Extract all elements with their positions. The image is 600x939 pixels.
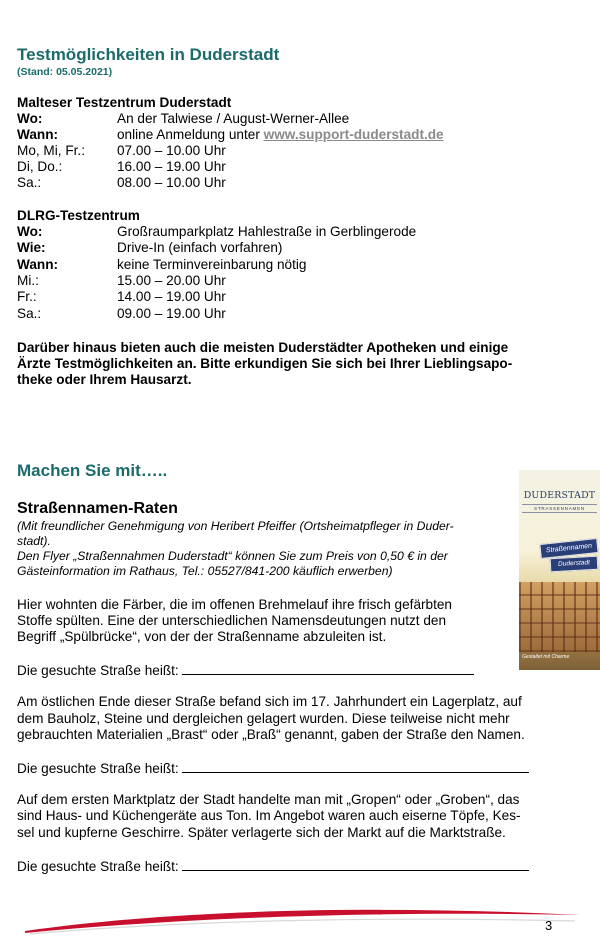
malteser-hours-row	[17, 143, 226, 159]
hours-time: 07.00 – 10.00 Uhr	[117, 143, 226, 158]
wann-value: keine Terminvereinbarung nötig	[117, 257, 307, 272]
note-line: Ärzte Testmöglichkeiten an. Bitte erkundigen Sie sich bei Ihrer Lieblingsapo-	[17, 356, 513, 371]
answer-label: Die gesuchte Straße heißt:	[17, 859, 179, 874]
wann-prefix: online Anmeldung unter	[117, 127, 264, 142]
hours-day: Di, Do.:	[17, 159, 63, 174]
riddle-text: Stoffe spülten. Eine der unterschiedlichen Namensdeutungen nutzt den	[17, 613, 446, 628]
half-timbered-house	[519, 582, 600, 652]
hours-day: Mo, Mi, Fr.:	[17, 143, 85, 158]
wann-label: Wann:	[17, 127, 59, 142]
hours-time: 09.00 – 19.00 Uhr	[117, 306, 226, 321]
wo-value: Großraumparkplatz Hahlestraße in Gerblingerode	[117, 224, 417, 239]
answer-row	[17, 760, 529, 777]
dlrg-hours-row	[17, 273, 226, 289]
hours-time: 14.00 – 19.00 Uhr	[117, 289, 226, 304]
hours-time: 16.00 – 19.00 Uhr	[117, 159, 226, 174]
wo-label: Wo:	[17, 224, 43, 239]
answer-field[interactable]	[182, 760, 529, 773]
dlrg-wo-row	[17, 224, 416, 240]
wie-label: Wie:	[17, 240, 46, 255]
malteser-hours-row	[17, 175, 226, 191]
wo-value: An der Talwiese / August-Werner-Allee	[117, 111, 350, 126]
section-heading: Machen Sie mit…..	[17, 461, 168, 480]
flyer-caption: Gestaltet mit Charme	[522, 654, 570, 660]
answer-label: Die gesuchte Straße heißt:	[17, 761, 179, 776]
answer-field[interactable]	[182, 662, 474, 675]
flyer-logo-sub: STRASSENNAMEN	[522, 504, 597, 513]
answer-row	[17, 662, 474, 679]
footer-swoosh	[0, 895, 600, 939]
wie-value: Drive-In (einfach vorfahren)	[117, 240, 283, 255]
wann-label: Wann:	[17, 257, 59, 272]
malteser-heading: Malteser Testzentrum Duderstadt	[17, 95, 232, 110]
credit-line: Den Flyer „Straßennahmen Duderstadt“ können Sie zum Preis von 0,50 € in der	[17, 549, 448, 563]
wo-label: Wo:	[17, 111, 43, 126]
answer-label: Die gesuchte Straße heißt:	[17, 663, 179, 678]
dlrg-wie-row	[17, 240, 282, 256]
street-sign: Straßennamen	[539, 538, 598, 559]
riddle-text: Begriff „Spülbrücke“, von der der Straßenname abzuleiten ist.	[17, 629, 387, 644]
hours-time: 15.00 – 20.00 Uhr	[117, 273, 226, 288]
credit-line: (Mit freundlicher Genehmigung von Heribert Pfeiffer (Ortsheimatpfleger in Duder-	[17, 519, 454, 533]
riddle-text: sind Haus- und Küchengeräte aus Ton. Im Angebot waren auch eiserne Töpfe, Kes-	[17, 808, 521, 823]
page-title: Testmöglichkeiten in Duderstadt	[17, 45, 280, 64]
riddle-text: dem Bauholz, Steine und dergleichen gelagert wurden. Diese teilweise nicht mehr	[17, 711, 510, 726]
riddle-text: Auf dem ersten Marktplatz der Stadt handelte man mit „Gropen“ oder „Groben“, das	[17, 792, 520, 807]
street-sign: Duderstadt	[550, 556, 599, 572]
page-number: 3	[545, 918, 553, 933]
malteser-hours-row	[17, 159, 226, 175]
hours-day: Mi.:	[17, 273, 39, 288]
dlrg-hours-row	[17, 289, 226, 305]
hours-time: 08.00 – 10.00 Uhr	[117, 175, 226, 190]
answer-field[interactable]	[182, 858, 529, 871]
dlrg-heading: DLRG-Testzentrum	[17, 208, 140, 223]
riddle-text: sel und kupferne Geschirre. Später verlagerte sich der Markt auf die Marktstraße.	[17, 825, 506, 840]
malteser-wann-row	[17, 127, 444, 143]
riddle-text: gebrauchten Materialien „Brast“ oder „Braß“ genannt, gaben der Straße den Namen.	[17, 727, 525, 742]
note-line: Darüber hinaus bieten auch die meisten Duderstädter Apotheken und einige	[17, 340, 509, 355]
support-link[interactable]: www.support-duderstadt.de	[263, 127, 444, 142]
malteser-wo-row	[17, 111, 349, 127]
hours-day: Sa.:	[17, 175, 42, 190]
riddle-text: Hier wohnten die Färber, die im offenen Brehmelauf ihre frisch gefärbten	[17, 597, 452, 612]
hours-day: Sa.:	[17, 306, 42, 321]
dlrg-wann-row	[17, 257, 306, 273]
credit-line: stadt).	[17, 534, 51, 548]
dlrg-hours-row	[17, 306, 226, 322]
flyer-image	[519, 470, 600, 670]
answer-row	[17, 858, 529, 875]
riddle-title: Straßennamen-Raten	[17, 500, 178, 517]
hours-day: Fr.:	[17, 289, 37, 304]
stand-date: (Stand: 05.05.2021)	[17, 66, 113, 78]
note-line: theke oder Ihrem Hausarzt.	[17, 372, 192, 387]
flyer-logo: DUDERSTADT	[523, 490, 596, 501]
credit-line: Gästeinformation im Rathaus, Tel.: 05527/841-200 käuflich erwerben)	[17, 564, 393, 578]
riddle-text: Am östlichen Ende dieser Straße befand sich im 17. Jahrhundert ein Lagerplatz, auf	[17, 694, 522, 709]
